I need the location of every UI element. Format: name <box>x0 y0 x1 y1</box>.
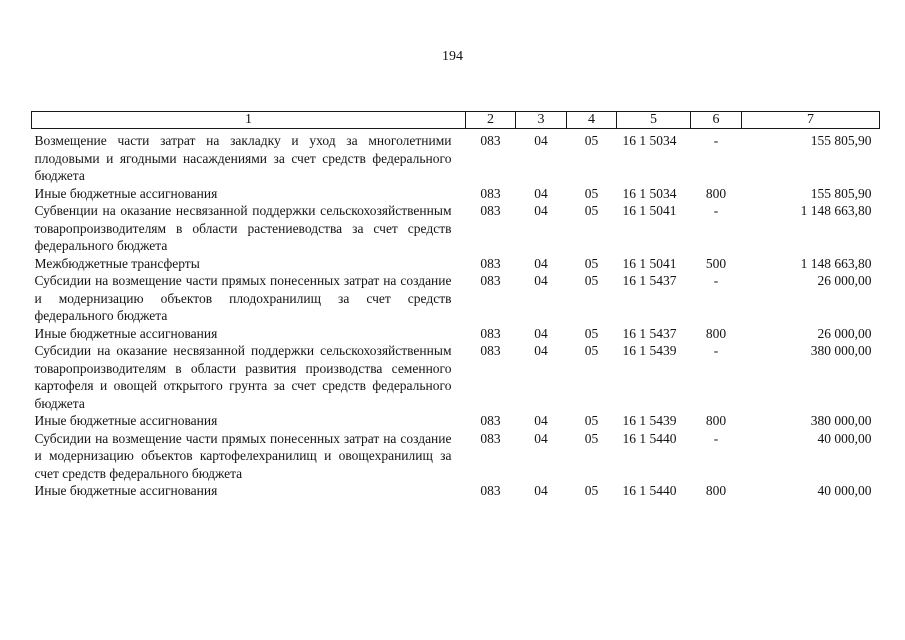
row-expense-type: - <box>713 273 719 288</box>
table-row <box>32 412 880 430</box>
row-section-code: 04 <box>534 203 548 218</box>
row-expense-type: 500 <box>705 255 727 271</box>
row-section-code: 04 <box>534 413 548 428</box>
row-amount: 40 000,00 <box>817 430 872 446</box>
row-ministry-code: 083 <box>480 185 501 201</box>
row-target-code: 16 1 5440 <box>622 483 677 498</box>
row-expense-type: 800 <box>705 413 727 428</box>
table-row <box>32 430 880 483</box>
row-name: Субвенции на оказание несвязанной поддержки сельскохозяйственным товаропроизводителям в области растениеводства за счет средств федерального бюджета <box>34 203 452 253</box>
row-subsection-code: 05 <box>584 430 599 446</box>
row-target-code: 16 1 5437 <box>622 325 677 341</box>
row-ministry-code: 083 <box>480 255 501 271</box>
row-name: Субсидии на возмещение части прямых понесенных затрат на создание и модернизацию объектов картофелехранилищ и овощехранилищ за счет средств федерального бюджета <box>34 430 452 481</box>
row-amount: 26 000,00 <box>817 273 872 288</box>
column-header-2: 2 <box>466 112 516 129</box>
row-name: Иные бюджетные ассигнования <box>34 413 218 428</box>
row-name: Иные бюджетные ассигнования <box>34 325 218 341</box>
row-subsection-code: 05 <box>584 255 599 271</box>
table-row <box>32 202 880 255</box>
row-subsection-code: 05 <box>584 413 599 428</box>
row-amount: 1 148 663,80 <box>800 255 872 271</box>
column-header-1: 1 <box>32 112 466 129</box>
page-number: 194 <box>442 49 463 64</box>
row-section-code: 04 <box>534 343 548 358</box>
row-name: Межбюджетные трансферты <box>34 255 200 271</box>
row-ministry-code: 083 <box>480 430 501 446</box>
row-target-code: 16 1 5437 <box>622 273 677 288</box>
row-section-code: 04 <box>534 255 548 271</box>
table-body <box>32 129 880 500</box>
row-subsection-code: 05 <box>584 133 599 148</box>
table-row <box>32 482 880 500</box>
row-target-code: 16 1 5041 <box>622 255 677 271</box>
row-subsection-code: 05 <box>584 185 599 201</box>
header-row <box>32 112 880 129</box>
row-amount: 26 000,00 <box>817 325 872 341</box>
column-header-4: 4 <box>567 112 617 129</box>
table-row <box>32 129 880 185</box>
row-ministry-code: 083 <box>480 325 501 341</box>
row-name: Субсидии на возмещение части прямых понесенных затрат на создание и модернизацию объектов плодохранилищ за счет средств федерального бюджета <box>34 273 452 323</box>
row-target-code: 16 1 5034 <box>622 133 677 148</box>
row-subsection-code: 05 <box>584 325 599 341</box>
table-row <box>32 342 880 412</box>
row-ministry-code: 083 <box>480 133 501 148</box>
row-section-code: 04 <box>534 325 548 341</box>
row-expense-type: - <box>713 203 719 218</box>
row-expense-type: 800 <box>705 483 727 498</box>
row-target-code: 16 1 5439 <box>622 343 677 358</box>
row-amount: 380 000,00 <box>810 343 872 358</box>
row-target-code: 16 1 5439 <box>622 413 677 428</box>
row-section-code: 04 <box>534 133 548 148</box>
row-target-code: 16 1 5034 <box>622 185 677 201</box>
row-ministry-code: 083 <box>480 273 501 288</box>
table-row <box>32 325 880 343</box>
row-amount: 40 000,00 <box>817 483 872 498</box>
row-name: Возмещение части затрат на закладку и уход за многолетними плодовыми и ягодными насаждениями за счет средств федерального бюджета <box>34 133 452 183</box>
row-target-code: 16 1 5041 <box>622 203 677 218</box>
row-amount: 155 805,90 <box>810 185 872 201</box>
column-header-7: 7 <box>742 112 880 129</box>
column-header-3: 3 <box>516 112 567 129</box>
row-amount: 380 000,00 <box>810 413 872 428</box>
row-subsection-code: 05 <box>584 483 599 498</box>
row-ministry-code: 083 <box>480 343 501 358</box>
row-ministry-code: 083 <box>480 483 501 498</box>
row-amount: 1 148 663,80 <box>800 203 872 218</box>
table-row <box>32 255 880 273</box>
row-subsection-code: 05 <box>584 203 599 218</box>
row-ministry-code: 083 <box>480 413 501 428</box>
row-subsection-code: 05 <box>584 343 599 358</box>
column-header-6: 6 <box>691 112 742 129</box>
row-section-code: 04 <box>534 273 548 288</box>
row-expense-type: - <box>713 133 719 148</box>
row-ministry-code: 083 <box>480 203 501 218</box>
row-target-code: 16 1 5440 <box>622 430 677 446</box>
row-expense-type: 800 <box>705 325 727 341</box>
column-header-5: 5 <box>617 112 691 129</box>
row-name: Иные бюджетные ассигнования <box>34 483 218 498</box>
row-name: Субсидии на оказание несвязанной поддержки сельскохозяйственным товаропроизводителям в области развития производства семенного картофеля и овощей открытого грунта за счет средств федерального бюджета <box>34 343 452 411</box>
row-expense-type: - <box>713 343 719 358</box>
table-row <box>32 185 880 203</box>
row-section-code: 04 <box>534 430 548 446</box>
budget-table <box>31 111 880 500</box>
table-row <box>32 272 880 325</box>
row-expense-type: 800 <box>705 185 727 201</box>
row-subsection-code: 05 <box>584 273 599 288</box>
row-name: Иные бюджетные ассигнования <box>34 185 218 201</box>
row-section-code: 04 <box>534 185 548 201</box>
row-expense-type: - <box>713 430 719 446</box>
row-amount: 155 805,90 <box>810 133 872 148</box>
row-section-code: 04 <box>534 483 548 498</box>
